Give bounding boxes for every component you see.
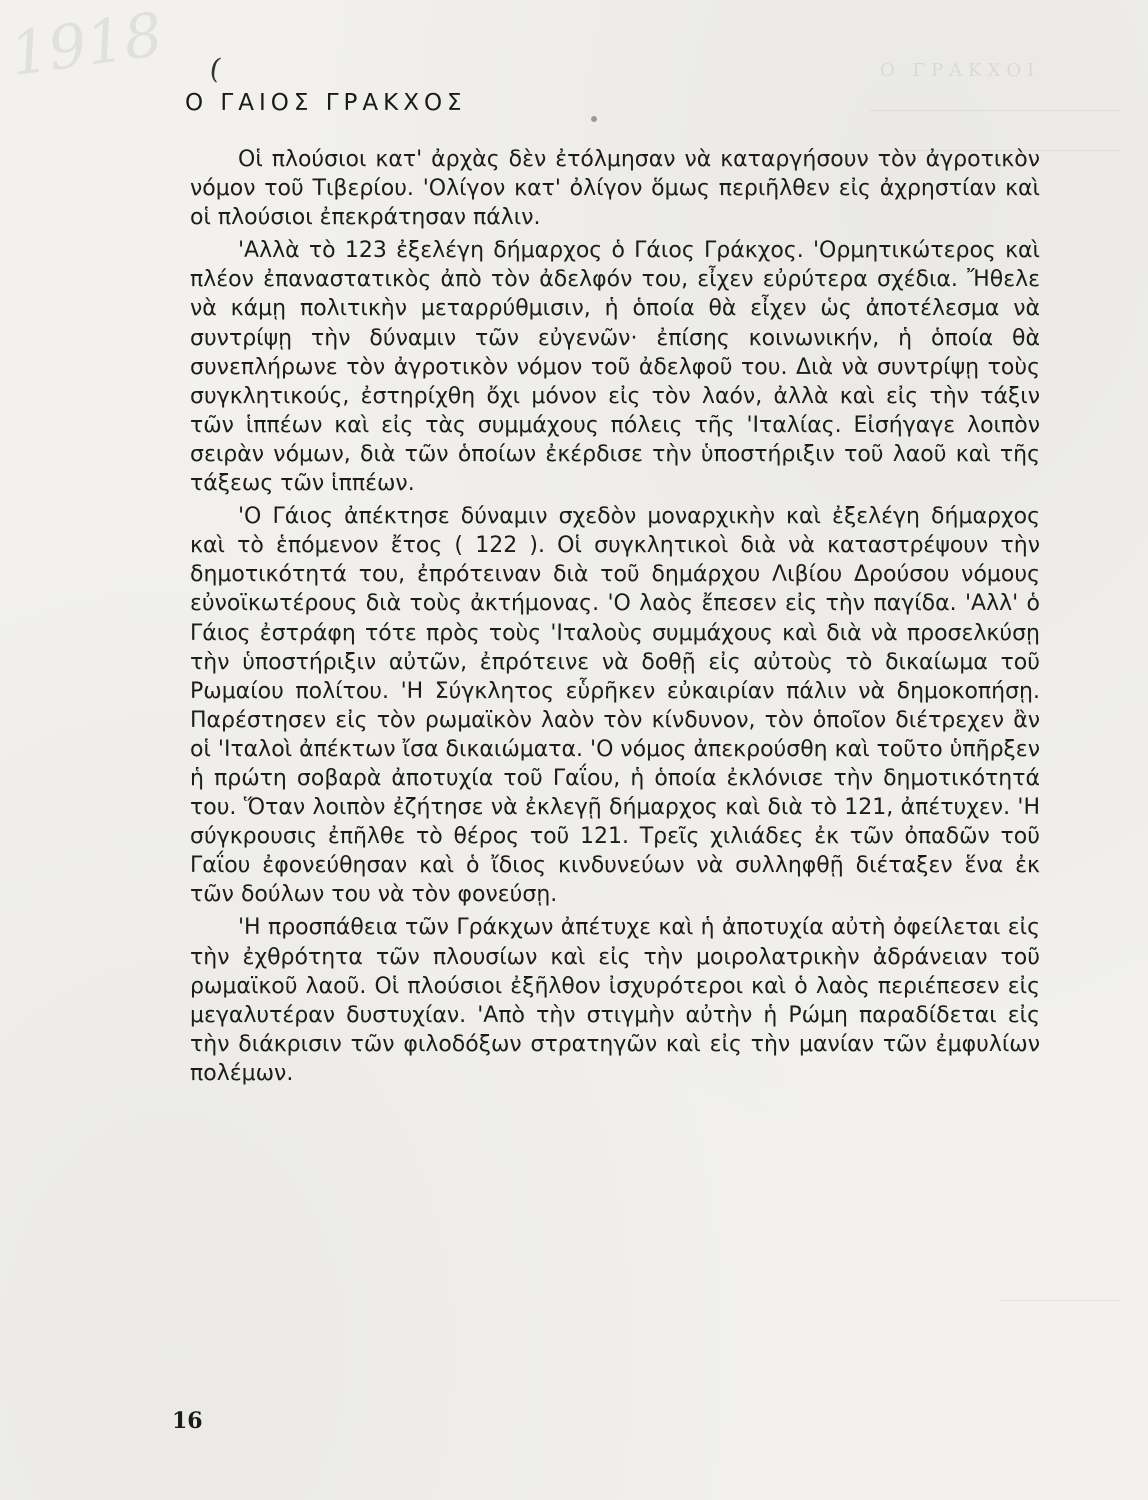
- page-number: 16: [172, 1408, 203, 1434]
- page-title: Ο ΓΑΙΟΣ ΓΡΑΚΧΟΣ: [185, 90, 467, 116]
- paragraph: 'Αλλὰ τὸ 123 ἐξελέγη δήμαρχος ὁ Γάιος Γράκχος. 'Ορμητικώτερος καὶ πλέον ἐπαναστατικὸς ἀπὸ τὸν ἀδελφόν του, εἶχεν εὐρύτερα σχέδια. Ἤθελε νὰ κάμῃ πολιτικὴν μεταρρύθμισιν, ἡ ὁποία θὰ εἶχεν ὡς ἀποτέλεσμα νὰ συντρίψῃ τὴν δύναμιν τῶν εὐγενῶν· ἐπίσης κοινωνικήν, ἡ ὁποία θὰ συνεπλήρωνε τὸν ἀγροτικὸν νόμον τοῦ ἀδελφοῦ του. Διὰ νὰ συντρίψῃ τοὺς συγκλητικούς, ἐστηρίχθη ὄχι μόνον εἰς τὸν λαόν, ἀλλὰ καὶ εἰς τὴν τάξιν τῶν ἱππέων καὶ εἰς τὰς συμμάχους πόλεις τῆς 'Ιταλίας. Εἰσήγαγε λοιπὸν σειρὰν νόμων, διὰ τῶν ὁποίων ἐκέρδισε τὴν ὑποστήριξιν τοῦ λαοῦ καὶ τῆς τάξεως τῶν ἱππέων.: [190, 238, 1040, 497]
- bleed-through-handwriting: 1918: [5, 0, 167, 91]
- paragraph: 'Ο Γάιος ἀπέκτησε δύναμιν σχεδὸν μοναρχικὴν καὶ ἐξελέγη δήμαρχος καὶ τὸ ἑπόμενον ἔτος ( 122 ). Οἱ συγκλητικοὶ διὰ νὰ καταστρέψουν τὴν δημοτικότητά του, ἐπρότειναν διὰ τοῦ δημάρχου Λιβίου Δρούσου νόμους εὐνοϊκωτέρους διὰ τοὺς ἀκτήμονας. 'Ο λαὸς ἔπεσεν εἰς τὴν παγίδα. 'Αλλ' ὁ Γάιος ἐστράφη τότε πρὸς τοὺς 'Ιταλοὺς συμμάχους καὶ διὰ νὰ προσελκύσῃ τὴν ὑποστήριξιν αὐτῶν, ἐπρότεινε νὰ δοθῇ εἰς αὐτοὺς τὸ δικαίωμα τοῦ Ρωμαίου πολίτου. 'Η Σύγκλητος εὗρῆκεν εὐκαιρίαν πάλιν νὰ δημοκοπήσῃ. Παρέστησεν εἰς τὸν ρωμαϊκὸν λαὸν τὸν κίνδυνον, τὸν ὁποῖον διέτρεχεν ἂν οἱ 'Ιταλοὶ ἀπέκτων ἴσα δικαιώματα. 'Ο νόμος ἀπεκρούσθη καὶ τοῦτο ὑπῆρξεν ἡ πρώτη σοβαρὰ ἀποτυχία τοῦ Γαΐου, ἡ ὁποία ἐκλόνισε τὴν δημοτικότητά του. Ὅταν λοιπὸν ἐζήτησε νὰ ἐκλεγῇ δήμαρχος καὶ διὰ τὸ 121, ἀπέτυχεν. 'Η σύγκρουσις ἐπῆλθε τὸ θέρος τοῦ 121. Τρεῖς χιλιάδες ἐκ τῶν ὀπαδῶν τοῦ Γαΐου ἐφονεύθησαν καὶ ὁ ἴδιος κινδυνεύων νὰ συλληφθῇ διέταξεν ἕνα ἐκ τῶν δούλων του νὰ τὸν φονεύσῃ.: [190, 504, 1040, 908]
- bleed-through-line: [870, 110, 1120, 111]
- paragraph: 'Η προσπάθεια τῶν Γράκχων ἀπέτυχε καὶ ἡ ἀποτυχία αὐτὴ ὀφείλεται εἰς τὴν ἐχθρότητα τῶν πλουσίων καὶ εἰς τὴν μοιρολατρικὴν ἀδράνειαν τοῦ ρωμαϊκοῦ λαοῦ. Οἱ πλούσιοι ἐξῆλθον ἰσχυρότεροι καὶ ὁ λαὸς περιέπεσεν εἰς μεγαλυτέραν δυστυχίαν. 'Απὸ τὴν στιγμὴν αὐτὴν ἡ Ρώμη παραδίδεται εἰς τὴν διάκρισιν τῶν φιλοδόξων στρατηγῶν καὶ εἰς τὴν μανίαν τῶν ἐμφυλίων πολέμων.: [190, 915, 1040, 1086]
- bleed-through-title: Ο ΓΡΑΚΧΟΙ: [880, 60, 1041, 81]
- paragraph: Οἱ πλούσιοι κατ' ἀρχὰς δὲν ἐτόλμησαν νὰ καταργήσουν τὸν ἀγροτικὸν νόμον τοῦ Τιβερίου. 'Ολίγον κατ' ὀλίγον ὅμως περιῆλθεν εἰς ἀχρηστίαν καὶ οἱ πλούσιοι ἐπεκράτησαν πάλιν.: [190, 147, 1040, 231]
- ink-dot: [591, 116, 597, 122]
- bleed-through-line: [1000, 1300, 1120, 1301]
- pencil-mark: (: [207, 51, 224, 86]
- body-text: [190, 145, 1040, 1088]
